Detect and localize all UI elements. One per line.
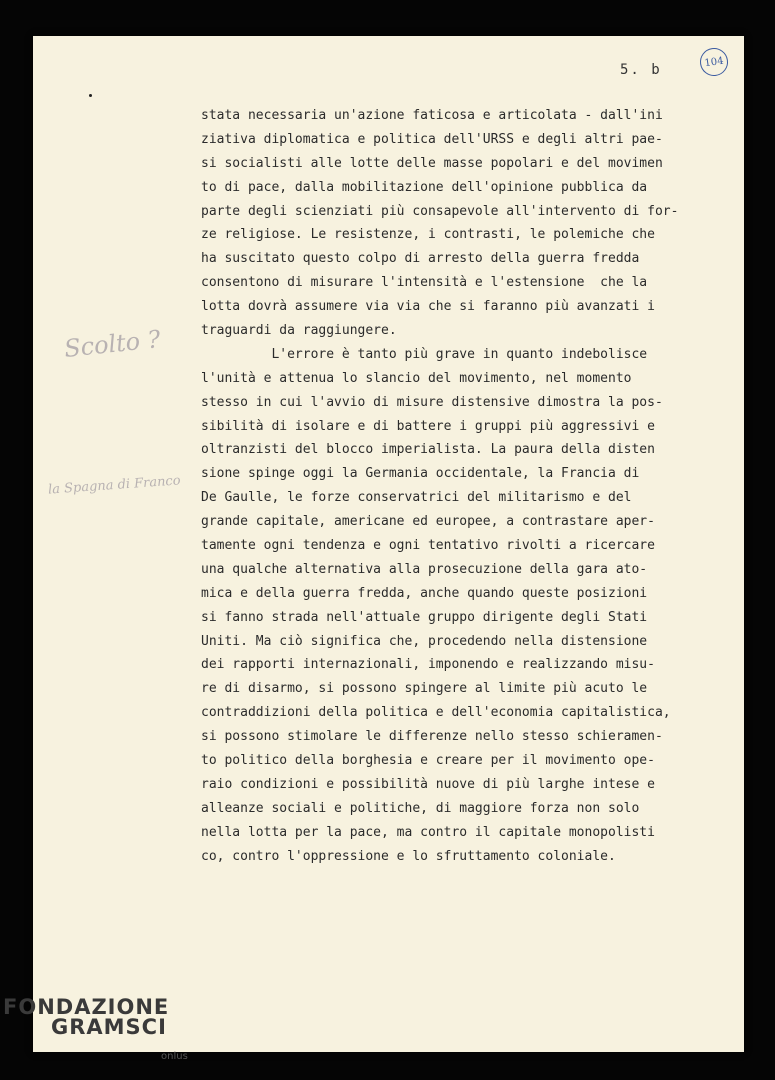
- text-line: parte degli scienziati più consapevole all'intervento di for-: [201, 203, 679, 219]
- text-line: ziativa diplomatica e politica dell'URSS e degli altri pae-: [201, 131, 663, 147]
- page-number: 5. b: [620, 62, 662, 78]
- logo-line-1: FONDAZIONE: [3, 995, 170, 1019]
- logo-line-3: onlus: [161, 1051, 188, 1062]
- text-line: l'unità e attenua lo slancio del movimento, nel momento: [201, 370, 632, 386]
- text-line: grande capitale, americane ed europee, a contrastare aper-: [201, 514, 655, 530]
- text-line: sibilità di isolare e di battere i gruppi più aggressivi e: [201, 418, 655, 434]
- text-line: consentono di misurare l'intensità e l'estensione che la: [201, 275, 648, 291]
- text-line: traguardi da raggiungere.: [201, 323, 397, 339]
- text-line: sione spinge oggi la Germania occidentale, la Francia di: [201, 466, 640, 482]
- archive-stamp: 104: [698, 46, 730, 78]
- text-line: contraddizioni della politica e dell'economia capitalistica,: [201, 705, 671, 721]
- text-line: to di pace, dalla mobilitazione dell'opinione pubblica da: [201, 179, 648, 195]
- text-line: ha suscitato questo colpo di arresto della guerra fredda: [201, 251, 640, 267]
- text-line: ze religiose. Le resistenze, i contrasti, le polemiche che: [201, 227, 655, 243]
- typed-text-body: [201, 104, 701, 869]
- text-line: stesso in cui l'avvio di misure distensive dimostra la pos-: [201, 394, 663, 410]
- text-line: to politico della borghesia e creare per il movimento ope-: [201, 753, 655, 769]
- margin-note-scolto: Scolto ?: [62, 325, 162, 363]
- text-line: stata necessaria un'azione faticosa e articolata - dall'ini: [201, 108, 663, 123]
- logo-line-2: GRAMSCI: [51, 1015, 167, 1039]
- fondazione-gramsci-logo: [3, 995, 188, 1062]
- text-line: dei rapporti internazionali, imponendo e realizzando misu-: [201, 657, 655, 673]
- text-line: L'errore è tanto più grave in quanto indebolisce: [201, 346, 648, 362]
- margin-note-spagna: la Spagna di Franco: [47, 473, 182, 498]
- text-line: si possono stimolare le differenze nello stesso schieramen-: [201, 729, 663, 745]
- text-line: si fanno strada nell'attuale gruppo dirigente degli Stati: [201, 609, 648, 625]
- text-line: nella lotta per la pace, ma contro il capitale monopolisti: [201, 824, 655, 840]
- text-line: oltranzisti del blocco imperialista. La paura della disten: [201, 442, 655, 458]
- text-line: raio condizioni e possibilità nuove di più larghe intese e: [201, 776, 655, 792]
- text-line: mica e della guerra fredda, anche quando queste posizioni: [201, 585, 648, 601]
- text-line: co, contro l'oppressione e lo sfruttamento coloniale.: [201, 848, 616, 864]
- text-line: alleanze sociali e politiche, di maggiore forza non solo: [201, 800, 640, 816]
- text-line: lotta dovrà assumere via via che si faranno più avanzati i: [201, 299, 655, 315]
- text-line: Uniti. Ma ciò significa che, procedendo nella distensione: [201, 633, 648, 649]
- text-line: De Gaulle, le forze conservatrici del militarismo e del: [201, 490, 632, 506]
- text-line: una qualche alternativa alla prosecuzione della gara ato-: [201, 561, 648, 577]
- text-line: si socialisti alle lotte delle masse popolari e del movimen: [201, 155, 663, 171]
- text-line: tamente ogni tendenza e ogni tentativo rivolti a ricercare: [201, 538, 655, 554]
- text-line: re di disarmo, si possono spingere al limite più acuto le: [201, 681, 648, 697]
- ink-dot: [89, 94, 92, 97]
